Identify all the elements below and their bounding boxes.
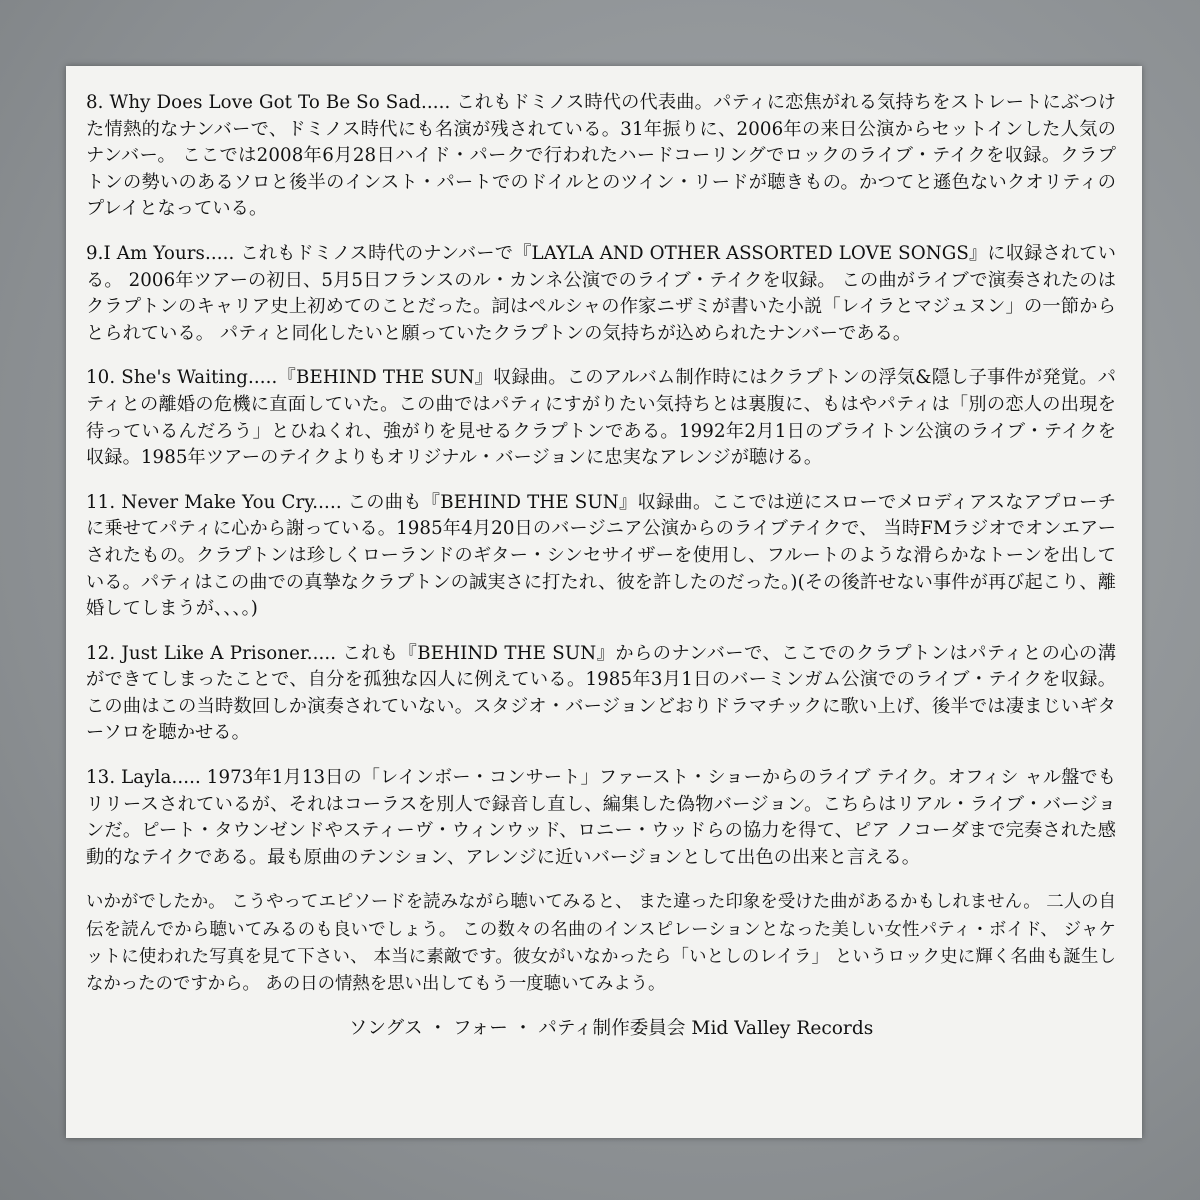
track-note-12: 12. Just Like A Prisoner..... これも『BEHIND THE SUN』からのナンバーで、ここでのクラプトンはパティとの心の溝ができてしまったことで、自分を孤独な囚人に例えている。1985年3月1日のバーミンガム公演でのライブ・テイクを収録。この曲はこの当時数回しか演奏されていない。スタジオ・バージョンどおりドラマチックに歌い上げ、後半では凄まじいギターソロを聴かせる。: [86, 642, 1116, 744]
closing-paragraph: いかがでしたか。 こうやってエピソードを読みながら聴いてみると、 また違った印象を受けた曲があるかもしれません。 二人の自伝を読んでから聴いてみるのも良いでしょう。 この数々の名曲のインスピレーションとなった美しい女性パティ・ボイド、 ジャケットに使われた写真を見て下さい、 本当に素敵です。彼女がいなかったら「いとしのレイラ」 というロック史に輝く名曲も誕生しなかったのですから。 あの日の情熱を思い出してもう一度聴いてみよう。: [86, 892, 1116, 995]
track-note-13: 13. Layla..... 1973年1月13日の「レインボー・コンサート」ファースト・ショーからのライブ テイク。オフィシ ャル盤でもリリースされているが、それはコーラスを別人で録音し直し、編集した偽物バージョン。こちらはリアル・ライブ・バージョンだ。ピート・タウンゼンドやスティーヴ・ウィンウッド、ロニー・ウッドらの協力を得て、ピア ノコーダまで完奏された感動的なテイクである。最も原曲のテンション、アレンジに近いバージョンとして出色の出来と言える。: [86, 767, 1116, 868]
track-note-9: 9.I Am Yours..... これもドミノス時代のナンバーで『LAYLA AND OTHER ASSORTED LOVE SONGS』に収録されている。 2006年ツアーの初日、5月5日フランスのル・カンネ公演でのライブ・テイクを収録。 この曲がライブで演奏されたのはクラプトンのキャリア史上初めてのことだった。詞はペルシャの作家ニザミが書いた小説「レイラとマジュヌン」の一節からとられている。 パティと同化したいと願っていたクラプトンの気持ちが込められたナンバーである。: [86, 242, 1116, 344]
track-note-11: 11. Never Make You Cry..... この曲も『BEHIND THE SUN』収録曲。ここでは逆にスローでメロディアスなアプローチに乗せてパティに心から謝っている。1985年4月20日のバージニア公演からのライブテイクで、 当時FMラジオでオンエアーされたもの。クラプトンは珍しくローランドのギター・シンセサイザーを使用し、フルートのような滑らかなトーンを出している。パティはこの曲での真摯なクラプトンの誠実さに打たれ、彼を許したのだった。)(その後許せない事件が再び起こり、離婚してしまうが、、、。): [86, 491, 1116, 620]
track-note-8: 8. Why Does Love Got To Be So Sad..... これもドミノス時代の代表曲。パティに恋焦がれる気持ちをストレートにぶつけた情熱的なナンバーで、ドミノス時代にも名演が残されている。31年振りに、2006年の来日公演からセットインした人気のナンバー。 ここでは2008年6月28日ハイド・パークで行われたハードコーリングでロックのライブ・テイクを収録。クラプトンの勢いのあるソロと後半のインスト・パートでのドイルとのツイン・リードが聴きもの。かつてと遜色ないクオリティのプレイとなっている。: [86, 92, 1116, 220]
track-note-10: 10. She's Waiting.....『BEHIND THE SUN』収録曲。このアルバム制作時にはクラプトンの浮気&隠し子事件が発覚。パティとの離婚の危機に直面していた。この曲ではパティにすがりたい気持ちとは裏腹に、もはやパティは「別の恋人の出現を待っているんだろう」とひねくれ、強がりを見せるクラプトンである。1992年2月1日のブライトン公演のライブ・テイクを収録。1985年ツアーのテイクよりもオリジナル・バージョンに忠実なアレンジが聴ける。: [86, 367, 1116, 469]
liner-notes-sheet: [66, 66, 1142, 1138]
production-credit: ソングス ・ フォー ・ パティ制作委員会 Mid Valley Records: [348, 1018, 874, 1040]
